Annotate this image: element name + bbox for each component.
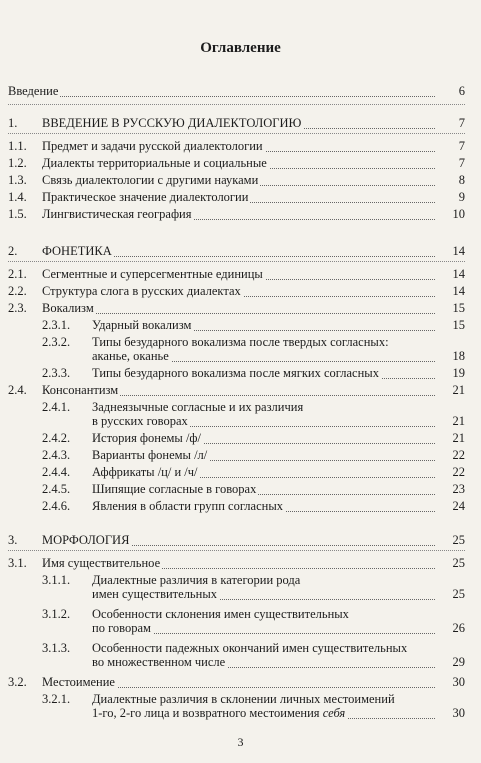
toc-entry-page: 19 — [441, 366, 465, 380]
toc-entry-italic-word: себя — [322, 706, 346, 720]
toc-entry-page: 21 — [441, 383, 465, 397]
toc-entry-number: 1.3. — [8, 173, 27, 187]
toc-entry-number: 1. — [8, 116, 18, 130]
toc-entry-number: 3.2.1. — [42, 692, 71, 706]
toc-entry-text: История фонемы /ф/ — [92, 431, 202, 445]
toc-entry[interactable] — [42, 431, 465, 445]
toc-entry-text: Типы безударного вокализма после мягких согласных — [92, 366, 379, 380]
toc-entry-text: Сегментные и суперсегментные единицы — [42, 267, 263, 281]
toc-entry-number: 2.4.6. — [42, 499, 71, 513]
toc-entry-number: 1.5. — [8, 207, 27, 221]
toc-entry-page: 25 — [441, 587, 465, 601]
toc-entry-page: 9 — [441, 190, 465, 204]
toc-entry-text: Шипящие согласные в говорах — [92, 482, 257, 496]
toc-entry-text: Заднеязычные согласные и их различия — [92, 400, 304, 414]
toc-entry[interactable] — [8, 383, 465, 397]
toc-entry-text: Имя существительное — [42, 556, 161, 570]
toc-entry-text: Предмет и задачи русской диалектологии — [42, 139, 263, 153]
toc-entry-number: 1.1. — [8, 139, 27, 153]
toc-entry-page: 22 — [441, 465, 465, 479]
toc-entry-page: 15 — [441, 318, 465, 332]
toc-entry-number: 3.1.2. — [42, 607, 71, 621]
toc-entry-page: 14 — [441, 284, 465, 298]
toc-entry-page: 7 — [441, 116, 465, 130]
toc-entry-continuation: 1-го, 2-го лица и возвратного местоимения — [92, 706, 320, 720]
toc-entry-line — [42, 400, 303, 414]
dot-leader — [8, 96, 435, 97]
toc-entry-page: 22 — [441, 448, 465, 462]
divider — [8, 133, 465, 134]
toc-entry-page: 23 — [441, 482, 465, 496]
toc-entry-line — [42, 641, 407, 655]
toc-entry-number: 2.4.2. — [42, 431, 71, 445]
toc-entry-number: 2.4.5. — [42, 482, 71, 496]
toc-entry-page: 26 — [441, 621, 465, 635]
toc-entry-text: Структура слога в русских диалектах — [42, 284, 241, 298]
toc-entry[interactable] — [8, 267, 465, 281]
toc-entry[interactable] — [8, 301, 465, 315]
toc-entry[interactable] — [8, 675, 465, 689]
toc-entry-page: 7 — [441, 139, 465, 153]
toc-entry[interactable] — [8, 284, 465, 298]
toc-entry-line — [42, 335, 389, 349]
toc-entry-number: 2.4.3. — [42, 448, 71, 462]
toc-entry[interactable] — [8, 173, 465, 187]
toc-entry-page: 24 — [441, 499, 465, 513]
toc-entry[interactable] — [8, 139, 465, 153]
toc-entry-text: ВВЕДЕНИЕ В РУССКУЮ ДИАЛЕКТОЛОГИЮ — [42, 116, 302, 130]
toc-entry[interactable] — [92, 621, 465, 635]
toc-entry[interactable] — [8, 156, 465, 170]
toc-entry[interactable] — [92, 706, 465, 720]
toc-entry[interactable] — [92, 349, 465, 363]
page-number: 3 — [237, 735, 244, 749]
toc-entry[interactable] — [42, 318, 465, 332]
toc-entry-text: Аффрикаты /ц/ и /ч/ — [92, 465, 198, 479]
toc-entry-number: 2.3. — [8, 301, 27, 315]
toc-entry-continuation: имен существительных — [92, 587, 217, 601]
toc-entry[interactable] — [92, 414, 465, 428]
toc-entry-text: Особенности падежных окончаний имен существительных — [92, 641, 408, 655]
toc-entry-continuation: во множественном числе — [92, 655, 226, 669]
toc-entry[interactable] — [92, 587, 465, 601]
toc-entry-text: Связь диалектологии с другими науками — [42, 173, 259, 187]
toc-entry-text: Явления в области групп согласных — [92, 499, 283, 513]
toc-entry-text: Типы безударного вокализма после твердых согласных: — [92, 335, 389, 349]
toc-entry-line — [42, 692, 395, 706]
toc-entry-line — [42, 573, 300, 587]
toc-entry-page: 14 — [441, 244, 465, 258]
toc-entry-text: Особенности склонения имен существительных — [92, 607, 349, 621]
toc-entry-text: ФОНЕТИКА — [42, 244, 112, 258]
toc-entry[interactable] — [8, 244, 465, 258]
toc-entry-number: 2.1. — [8, 267, 27, 281]
toc-entry-page: 6 — [441, 84, 465, 98]
toc-entry-number: 3. — [8, 533, 18, 547]
toc-entry-page: 15 — [441, 301, 465, 315]
toc-entry[interactable] — [8, 116, 465, 130]
toc-entry[interactable] — [8, 190, 465, 204]
toc-entry-text: Местоимение — [42, 675, 115, 689]
toc-entry-number: 1.2. — [8, 156, 27, 170]
toc-entry-number: 3.1.1. — [42, 573, 71, 587]
toc-entry-number: 2.4.4. — [42, 465, 71, 479]
toc-entry-page: 14 — [441, 267, 465, 281]
toc-entry[interactable] — [42, 366, 465, 380]
toc-entry-page: 29 — [441, 655, 465, 669]
toc-entry-text: Диалектные различия в категории рода — [92, 573, 301, 587]
toc-entry[interactable] — [42, 482, 465, 496]
toc-entry-text: Лингвистическая география — [42, 207, 192, 221]
toc-entry-page: 10 — [441, 207, 465, 221]
toc-entry-text: МОРФОЛОГИЯ — [42, 533, 130, 547]
divider — [8, 550, 465, 551]
toc-entry[interactable] — [8, 207, 465, 221]
toc-entry[interactable] — [8, 556, 465, 570]
toc-entry-page: 21 — [441, 414, 465, 428]
toc-entry-continuation: по говорам — [92, 621, 151, 635]
toc-entry-page: 30 — [441, 675, 465, 689]
toc-entry-text: Диалектные различия в склонении личных местоимений — [92, 692, 395, 706]
toc-entry-text: Диалекты территориальные и социальные — [42, 156, 267, 170]
divider — [8, 104, 465, 105]
toc-entry[interactable] — [92, 655, 465, 669]
toc-entry[interactable] — [8, 533, 465, 547]
page-title: Оглавление — [200, 40, 281, 56]
toc-entry-number: 3.2. — [8, 675, 27, 689]
toc-entry-number: 2. — [8, 244, 18, 258]
toc-entry[interactable] — [42, 499, 465, 513]
toc-entry-page: 7 — [441, 156, 465, 170]
toc-entry-number: 2.4. — [8, 383, 27, 397]
toc-entry-number: 2.4.1. — [42, 400, 71, 414]
toc-entry-number: 3.1.3. — [42, 641, 71, 655]
toc-entry[interactable] — [42, 465, 465, 479]
toc-entry-page: 21 — [441, 431, 465, 445]
toc-entry-number: 2.3.1. — [42, 318, 71, 332]
toc-entry-text: Ударный вокализм — [92, 318, 192, 332]
toc-entry-page: 30 — [441, 706, 465, 720]
toc-entry-text: Введение — [8, 84, 59, 98]
toc-entry-continuation: в русских говорах — [92, 414, 188, 428]
toc-entry[interactable] — [8, 84, 465, 98]
toc-entry-text: Вокализм — [42, 301, 94, 315]
toc-entry-page: 8 — [441, 173, 465, 187]
toc-entry-page: 18 — [441, 349, 465, 363]
toc-entry[interactable] — [42, 448, 465, 462]
toc-entry-text: Практическое значение диалектологии — [42, 190, 249, 204]
toc-entry-number: 2.2. — [8, 284, 27, 298]
toc-entry-text: Варианты фонемы /л/ — [92, 448, 208, 462]
toc-entry-number: 3.1. — [8, 556, 27, 570]
toc-entry-page: 25 — [441, 533, 465, 547]
toc-entry-number: 2.3.3. — [42, 366, 71, 380]
toc-entry-number: 1.4. — [8, 190, 27, 204]
toc-entry-line — [42, 607, 349, 621]
divider — [8, 261, 465, 262]
toc-entry-page: 25 — [441, 556, 465, 570]
toc-entry-number: 2.3.2. — [42, 335, 71, 349]
toc-entry-text: Консонантизм — [42, 383, 119, 397]
toc-entry-continuation: аканье, оканье — [92, 349, 169, 363]
